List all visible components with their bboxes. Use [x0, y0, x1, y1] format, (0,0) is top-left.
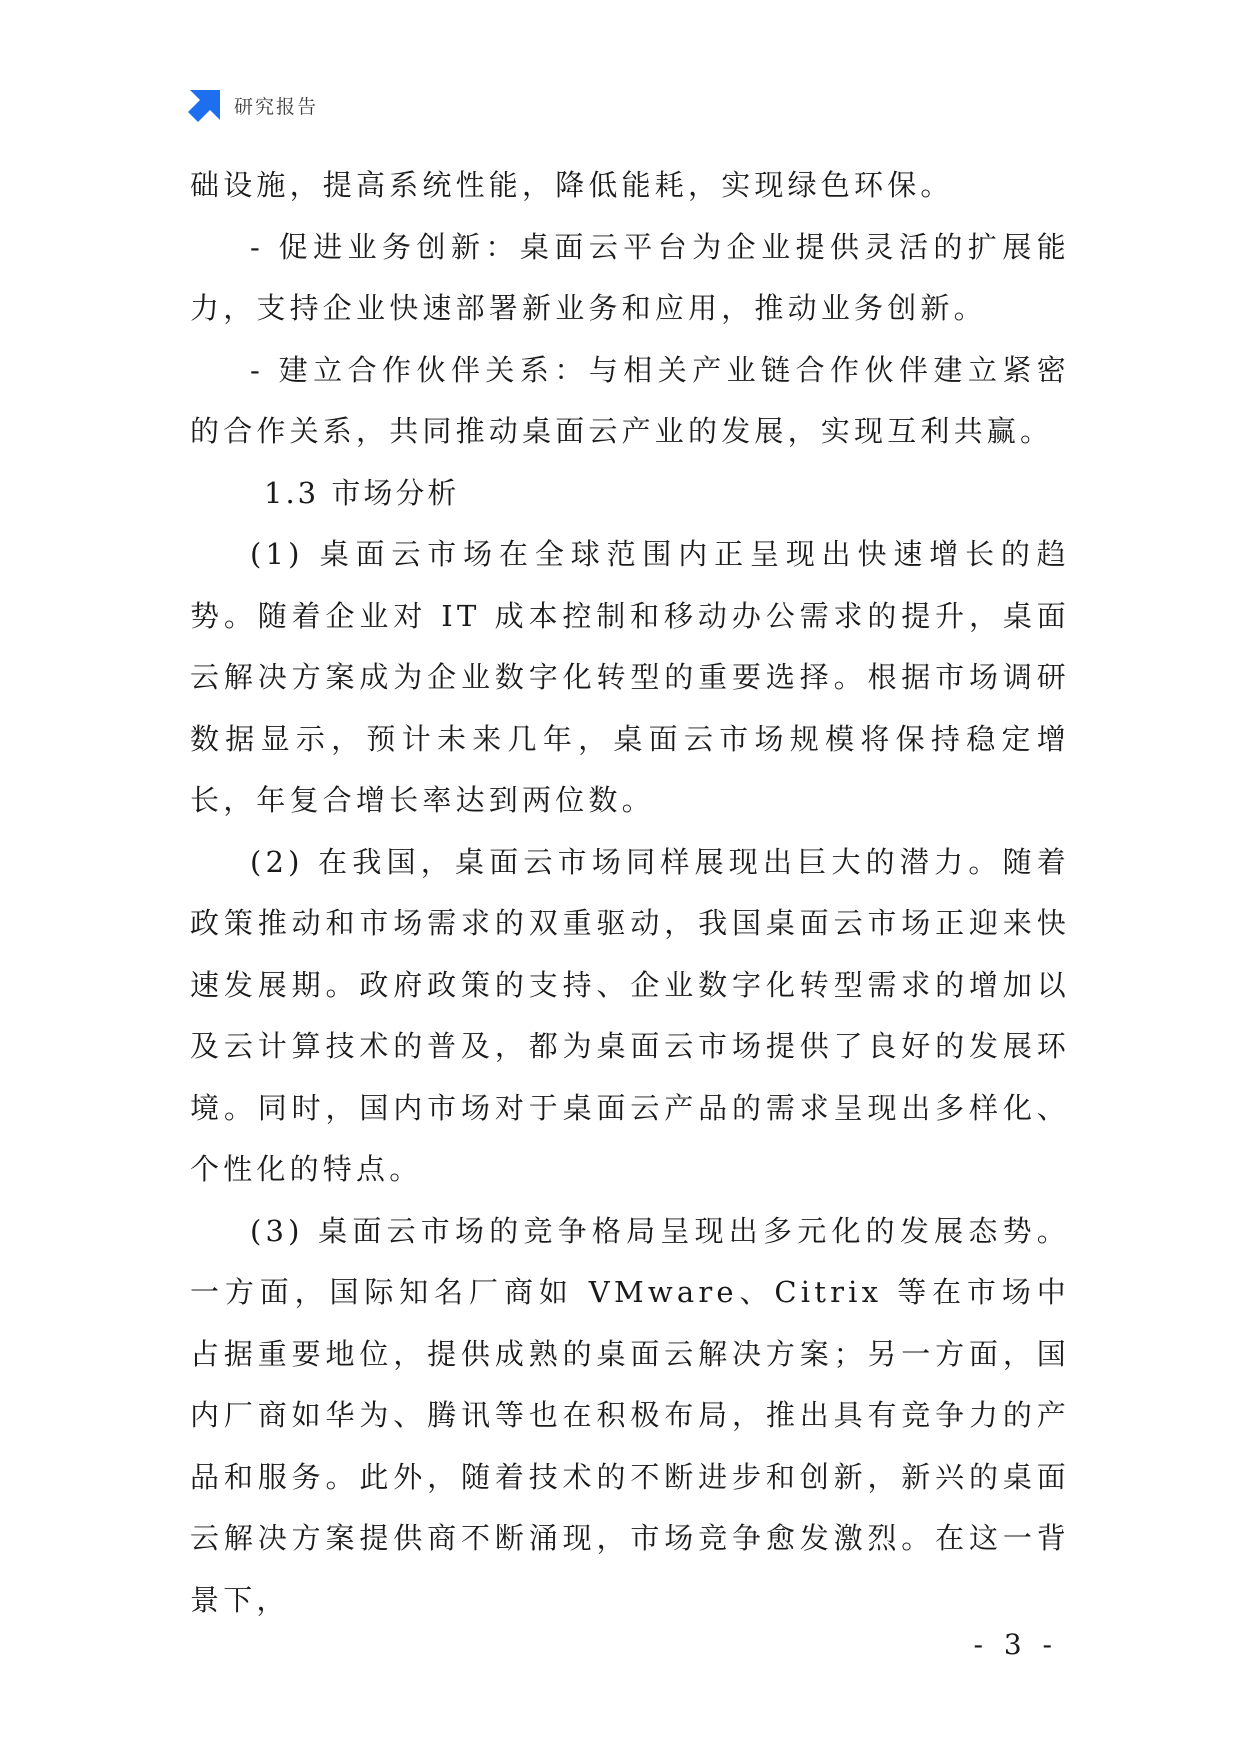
document-body	[190, 155, 1070, 1631]
paragraph-continuation: 础设施，提高系统性能，降低能耗，实现绿色环保。	[190, 168, 954, 202]
section-heading: 1.3 市场分析	[264, 475, 460, 510]
paragraph-domestic-market: (2) 在我国，桌面云市场同样展现出巨大的潜力。随着政策推动和市场需求的双重驱动，我国桌面云市场正迎来快速发展期。政府政策的支持、企业数字化转型需求的增加以及云计算技术的普及，都为桌面云市场提供了良好的发展环境。同时，国内市场对于桌面云产品的需求呈现出多样化、个性化的特点。	[190, 844, 1070, 1186]
paragraph-global-market: (1) 桌面云市场在全球范围内正呈现出快速增长的趋势。随着企业对 IT 成本控制和移动办公需求的提升，桌面云解决方案成为企业数字化转型的重要选择。根据市场调研数据显示，预计未来几年，桌面云市场规模将保持稳定增长，年复合增长率达到两位数。	[190, 537, 1070, 817]
page-number: - 3 -	[973, 1628, 1058, 1661]
bullet-partnership: - 建立合作伙伴关系：与相关产业链合作伙伴建立紧密的合作关系，共同推动桌面云产业的发展，实现互利共赢。	[190, 352, 1070, 448]
report-title: 研究报告	[234, 95, 319, 118]
bullet-business-innovation: - 促进业务创新：桌面云平台为企业提供灵活的扩展能力，支持企业快速部署新业务和应用，推动业务创新。	[190, 229, 1070, 325]
arrow-up-right-icon	[188, 88, 222, 122]
page-header	[188, 88, 318, 122]
paragraph-competition: (3) 桌面云市场的竞争格局呈现出多元化的发展态势。一方面，国际知名厂商如 VMware、Citrix 等在市场中占据重要地位，提供成熟的桌面云解决方案；另一方面，国内厂商如华为、腾讯等也在积极布局，推出具有竞争力的产品和服务。此外，随着技术的不断进步和创新，新兴的桌面云解决方案提供商不断涌现，市场竞争愈发激烈。在这一背景下，	[190, 1213, 1070, 1617]
